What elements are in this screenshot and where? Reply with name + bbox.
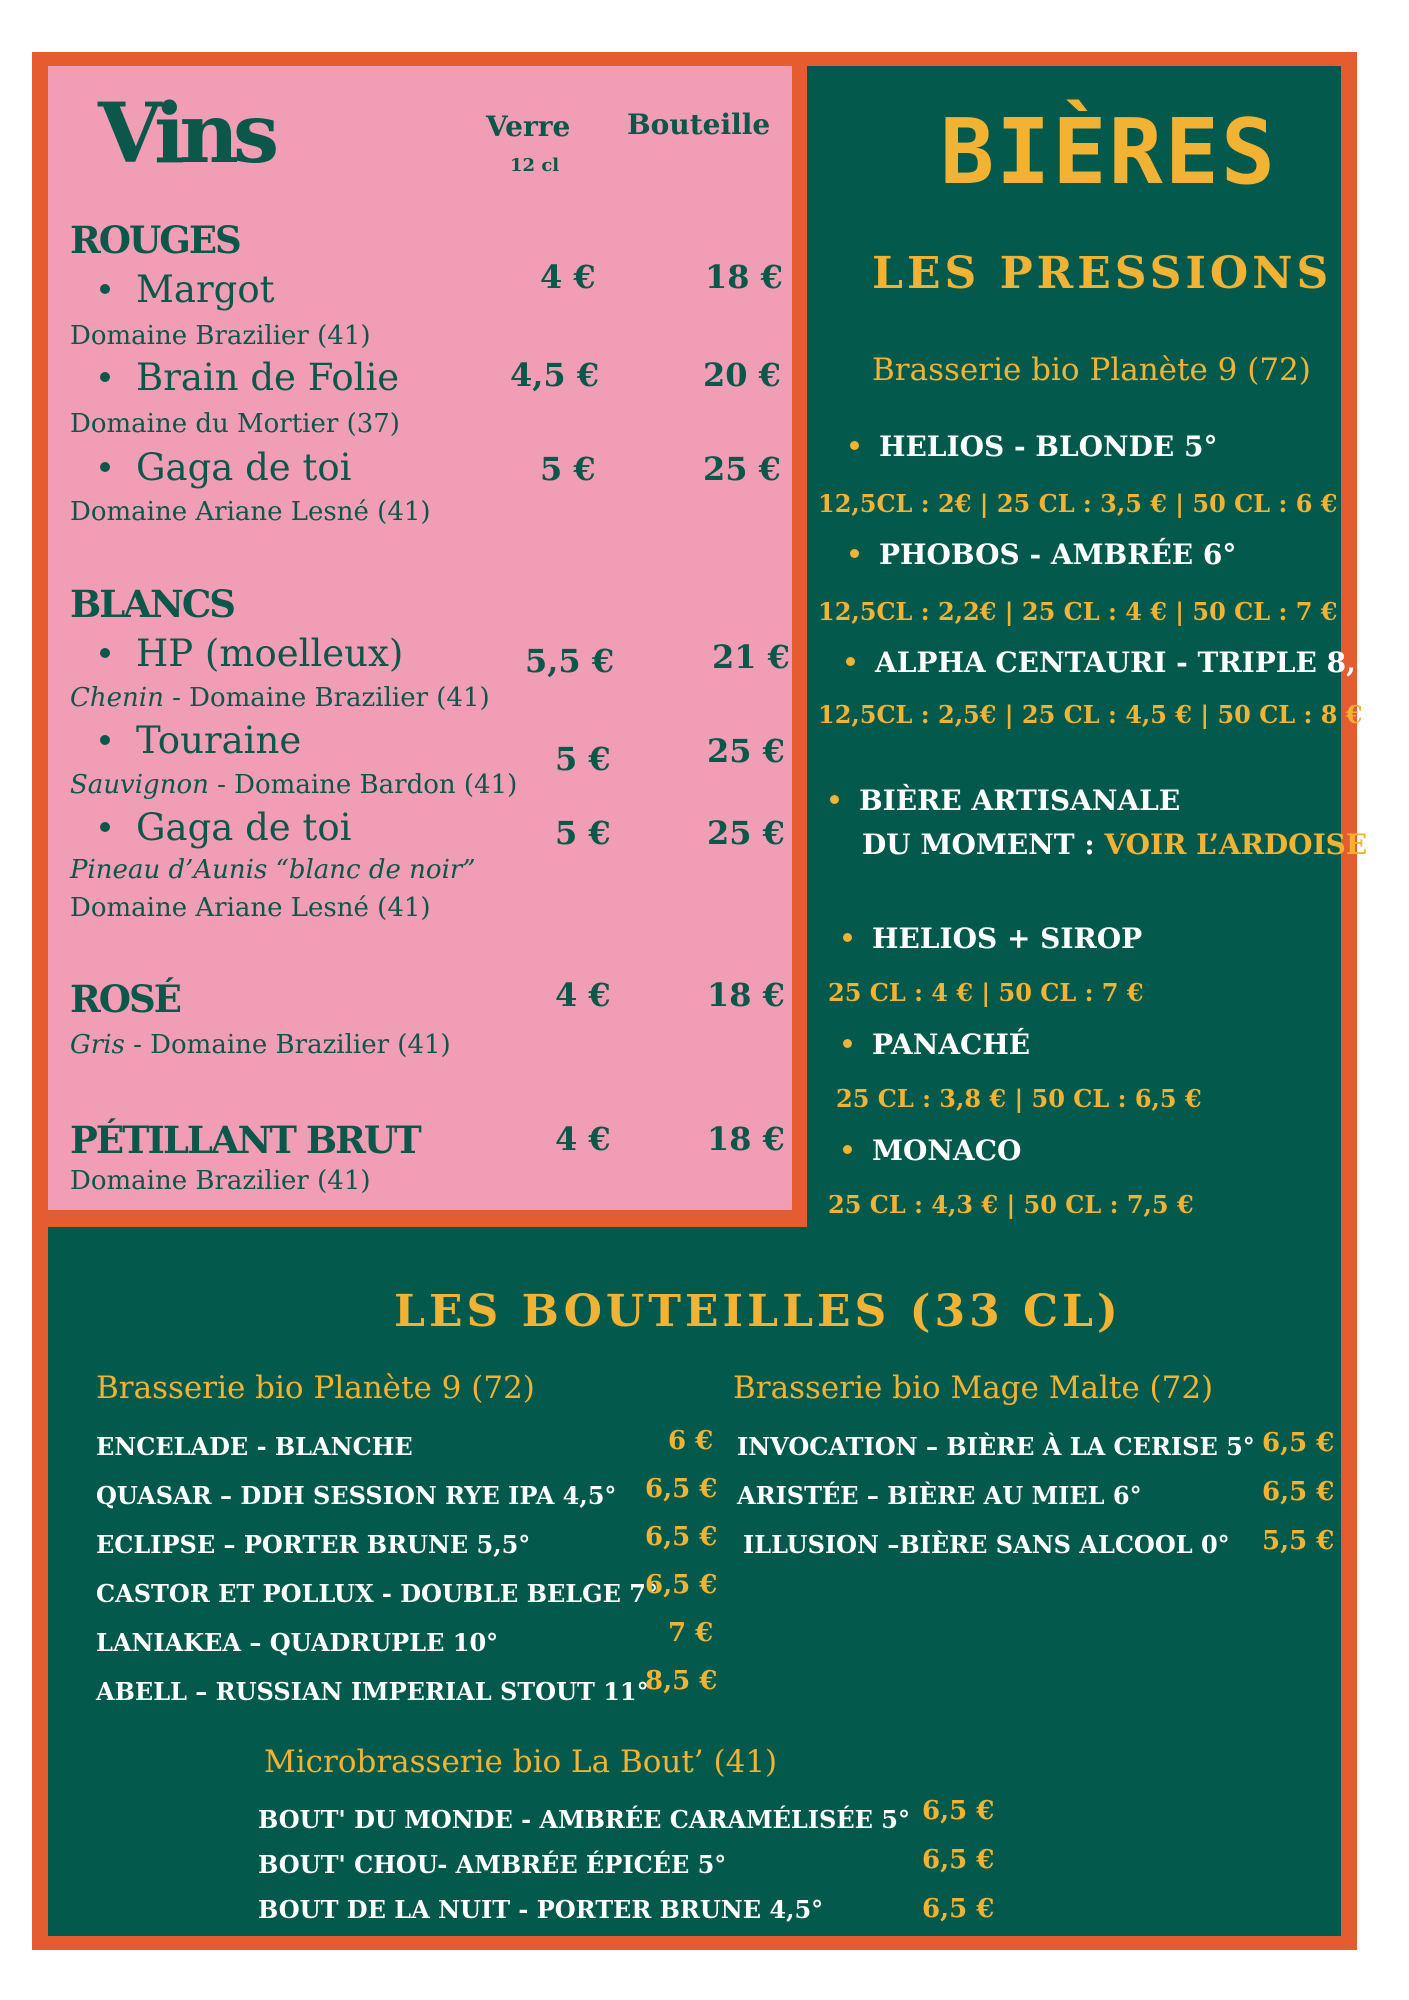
wine-domain: Domaine Brazilier (41) (70, 321, 371, 351)
bottle-price: 6,5 € (1262, 1477, 1335, 1507)
bottle-price: 6,5 € (645, 1474, 718, 1504)
bottle-item: ABELL – RUSSIAN IMPERIAL STOUT 11° (96, 1677, 649, 1706)
bullet-icon (100, 284, 110, 294)
wine-bottle-price: 25 € (703, 450, 781, 488)
wine-domain: Domaine du Mortier (37) (70, 409, 400, 439)
wine-domain: Chenin - Domaine Brazilier (41) (70, 683, 490, 713)
wine-item-name: Touraine (100, 719, 301, 762)
bullet-icon (100, 648, 110, 658)
wine-title: Vins (98, 86, 274, 182)
bottle-price: 7 € (668, 1618, 714, 1648)
bottle-item: ECLIPSE – PORTER BRUNE 5,5° (96, 1530, 531, 1559)
bullet-icon (850, 549, 859, 558)
wine-item-name: Gaga de toi (100, 806, 351, 849)
wine-item-name: HP (moelleux) (100, 632, 403, 675)
mix-item: PANACHÉ (843, 1028, 1030, 1061)
bottle-price: 8,5 € (645, 1666, 718, 1696)
pression-item: PHOBOS - AMBRÉE 6° (850, 538, 1236, 571)
wine-glass-price: 4 € (540, 258, 596, 296)
wine-item-name: Brain de Folie (100, 356, 399, 399)
wine-domain: Domaine Ariane Lesné (41) (70, 497, 431, 527)
brewery-mage: Brasserie bio Mage Malte (72) (733, 1370, 1214, 1406)
wine-domain: Sauvignon - Domaine Bardon (41) (70, 770, 518, 800)
mix-prices: 25 CL : 3,8 € | 50 CL : 6,5 € (836, 1084, 1202, 1113)
bottle-price: 6 € (668, 1426, 714, 1456)
wine-item-name: Margot (100, 268, 274, 311)
wine-bottle-price: 25 € (707, 732, 785, 770)
mix-item: HELIOS + SIROP (843, 922, 1142, 955)
bottle-item: BOUT DE LA NUIT - PORTER BRUNE 4,5° (258, 1895, 824, 1924)
bullet-icon (850, 441, 859, 450)
bottle-item: ENCELADE - BLANCHE (96, 1432, 413, 1461)
bullet-icon (843, 1145, 852, 1154)
bottle-item: INVOCATION – BIÈRE À LA CERISE 5° (737, 1432, 1255, 1461)
pression-prices: 12,5CL : 2€ | 25 CL : 3,5 € | 50 CL : 6 € (818, 489, 1338, 518)
glass-column-header: Verre (486, 110, 571, 143)
bottle-price: 5,5 € (1262, 1526, 1335, 1556)
pression-item: HELIOS - BLONDE 5° (850, 430, 1218, 463)
pressions-title: LES PRESSIONS (872, 248, 1333, 299)
bullet-icon (100, 822, 110, 832)
bottles-title: LES BOUTEILLES (33 CL) (394, 1286, 1122, 1337)
bullet-icon (843, 933, 852, 942)
bullet-icon (100, 462, 110, 472)
category-rose: ROSÉ (70, 977, 180, 1021)
brewery-labout: Microbrasserie bio La Bout’ (41) (264, 1744, 778, 1780)
pression-item: ALPHA CENTAURI - TRIPLE 8,5° (846, 646, 1389, 679)
mix-prices: 25 CL : 4 € | 50 CL : 7 € (828, 978, 1144, 1007)
wine-grape: Pineau d’Aunis “blanc de noir” (70, 855, 476, 885)
wine-glass-price: 4 € (555, 1120, 611, 1158)
bottle-price: 6,5 € (645, 1522, 718, 1552)
category-petillant: PÉTILLANT BRUT (70, 1118, 420, 1162)
bullet-icon (843, 1039, 852, 1048)
bullet-icon (830, 795, 839, 804)
brewery-planete: Brasserie bio Planète 9 (72) (96, 1370, 535, 1406)
bottle-price: 6,5 € (922, 1894, 995, 1924)
wine-glass-price: 4,5 € (510, 356, 600, 394)
bottle-item: BOUT' CHOU- AMBRÉE ÉPICÉE 5° (258, 1850, 727, 1879)
bottle-price: 6,5 € (922, 1796, 995, 1826)
bottle-item: LANIAKEA – QUADRUPLE 10° (96, 1628, 499, 1657)
artisanale-item: BIÈRE ARTISANALE (830, 784, 1180, 817)
bottle-item: ARISTÉE – BIÈRE AU MIEL 6° (737, 1481, 1142, 1510)
bottle-item: CASTOR ET POLLUX - DOUBLE BELGE 7° (96, 1579, 658, 1608)
wine-bottle-price: 18 € (707, 1120, 785, 1158)
pressions-brewery: Brasserie bio Planète 9 (72) (872, 352, 1311, 388)
bullet-icon (846, 657, 855, 666)
category-blancs: BLANCS (70, 582, 234, 626)
bullet-icon (100, 735, 110, 745)
mix-prices: 25 CL : 4,3 € | 50 CL : 7,5 € (828, 1190, 1194, 1219)
category-rouges: ROUGES (70, 218, 240, 262)
wine-bottle-price: 18 € (707, 976, 785, 1014)
wine-glass-price: 5 € (540, 450, 596, 488)
artisanale-note: DU MOMENT : VOIR L’ARDOISE (862, 828, 1368, 861)
bottle-item: ILLUSION –BIÈRE SANS ALCOOL 0° (743, 1530, 1230, 1559)
bottle-item: BOUT' DU MONDE - AMBRÉE CARAMÉLISÉE 5° (258, 1805, 910, 1834)
wine-glass-price: 5 € (555, 814, 611, 852)
bottle-column-header: Bouteille (627, 108, 771, 141)
bottle-price: 6,5 € (645, 1570, 718, 1600)
wine-bottle-price: 25 € (707, 814, 785, 852)
wine-domain: Domaine Brazilier (41) (70, 1166, 371, 1196)
wine-glass-price: 5 € (555, 740, 611, 778)
wine-bottle-price: 21 € (712, 638, 790, 676)
wine-bottle-price: 18 € (705, 258, 783, 296)
wine-glass-price: 4 € (555, 976, 611, 1014)
glass-size-note: 12 cl (510, 155, 560, 176)
pression-prices: 12,5CL : 2,2€ | 25 CL : 4 € | 50 CL : 7 € (818, 597, 1338, 626)
bullet-icon (100, 372, 110, 382)
mix-item: MONACO (843, 1134, 1021, 1167)
wine-domain: Domaine Ariane Lesné (41) (70, 893, 431, 923)
wine-glass-price: 5,5 € (525, 642, 615, 680)
bottle-price: 6,5 € (922, 1845, 995, 1875)
wine-bottle-price: 20 € (703, 356, 781, 394)
pression-prices: 12,5CL : 2,5€ | 25 CL : 4,5 € | 50 CL : 8 € (818, 700, 1363, 729)
wine-item-name: Gaga de toi (100, 446, 351, 489)
beer-title: BIÈRES (940, 100, 1278, 205)
bottle-price: 6,5 € (1262, 1428, 1335, 1458)
wine-domain: Gris - Domaine Brazilier (41) (70, 1030, 451, 1060)
bottle-item: QUASAR – DDH SESSION RYE IPA 4,5° (96, 1481, 617, 1510)
